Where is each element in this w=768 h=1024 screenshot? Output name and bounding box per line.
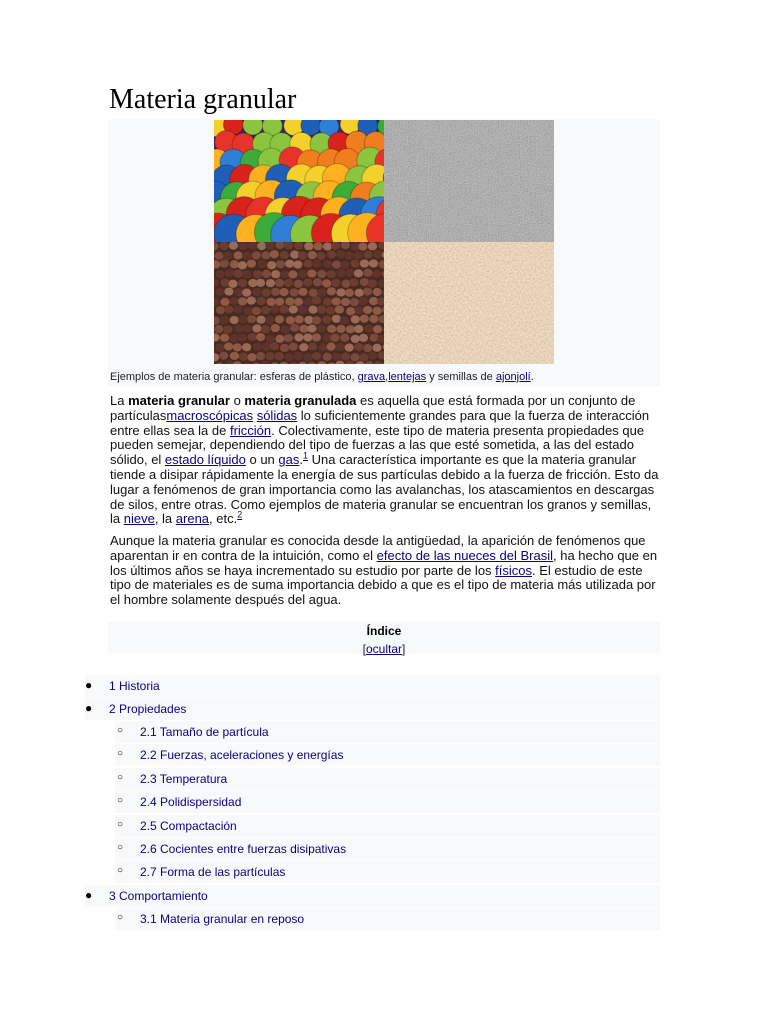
toc-header (108, 622, 660, 656)
bullet-icon: ● (85, 701, 93, 715)
caption-separator: , (385, 371, 389, 383)
toc-item-fuerzas[interactable] (115, 744, 660, 766)
toc-item-polidispersidad[interactable] (115, 791, 660, 813)
toc-item-label: 2 Propiedades (109, 702, 187, 716)
intro-paragraph: La materia granular o materia granulada es aquella que está formada por un conjunto de partículasmacroscópicas sólidas lo suficientemente grandes para que la fuerza de interacción entre ellas sea la de fricción. Colectivamente, este tipo de materia presenta propiedades que pueden semejar, dependiendo del tipo de fuerzas a las que esté sometida, a las del estado sólido, el estado líquido o un gas.$^1$ Una característica importante es que la materia granular tiende a disipar rápidamente la energía de sus partículas debido a la fuerza de fricción. Esto da lugar a fenómenos de gran importancia como las avalanchas, los atascamientos en descargas de silos, entre otras. Como ejemplos de materia granular se encuentran los granos y semillas, la nieve, la arena, etc.$^2$ (110, 393, 659, 527)
circle-bullet-icon: ○ (117, 819, 124, 830)
reference-2[interactable]: 2 (237, 510, 243, 521)
toc-item-compactacion[interactable] (115, 815, 660, 837)
link-nieve[interactable]: nieve (123, 511, 155, 527)
link-arena[interactable]: arena (175, 511, 210, 527)
page-title: Materia granular (109, 83, 660, 120)
granular-image-collage (214, 120, 554, 365)
toc-item-label: 2.4 Polidispersidad (140, 795, 242, 809)
toc-item-reposo[interactable] (115, 908, 660, 930)
second-paragraph: Aunque la materia granular es conocida desde la antigüedad, la aparición de fenómenos que aparentan ir en contra de la intuición, como el efecto de las nueces del Brasil, ha hecho que en los últimos años se haya incrementado su estudio por parte de los físicos. El estudio de este tipo de materiales es de suma importancia debido a que es el tipo de materia más utilizada por el hombre solamente después del agua. (110, 533, 658, 608)
toc-item-temperatura[interactable] (115, 768, 660, 790)
link-macroscopicas[interactable]: macroscópicas (166, 407, 254, 423)
toc-item-label: 2.2 Fuerzas, aceleraciones y energías (140, 748, 344, 762)
figure (108, 119, 660, 386)
toc-item-label: 3.1 Materia granular en reposo (140, 912, 305, 926)
toc-item-label: 2.1 Tamaño de partícula (140, 725, 269, 739)
toc-item-propiedades[interactable] (85, 698, 660, 720)
link-fisicos[interactable]: físicos (495, 562, 533, 578)
link-gas[interactable]: gas (278, 452, 300, 468)
toc-item-label: 2.7 Forma de las partículas (140, 865, 286, 879)
link-grava[interactable]: grava (357, 371, 386, 383)
toc-item-label: 1 Historia (109, 679, 160, 693)
link-solidas[interactable]: sólidas (256, 407, 298, 423)
caption-text: Ejemplos de materia granular: esferas de plástico, (110, 371, 358, 383)
toc-hide-link[interactable]: ocultar (365, 642, 403, 656)
bullet-icon: ● (85, 888, 93, 902)
link-estado-liquido[interactable]: estado líquido (164, 452, 246, 468)
toc-title: Índice (366, 624, 402, 638)
reference-1[interactable]: 1 (303, 450, 309, 461)
link-lentejas[interactable]: lentejas (388, 371, 427, 383)
link-friccion[interactable]: fricción (229, 422, 272, 438)
link-efecto-nueces-brasil[interactable]: efecto de las nueces del Brasil (376, 547, 553, 563)
toc-toggle: [ocultar] (362, 642, 406, 656)
plastic-spheres-image (214, 120, 384, 242)
circle-bullet-icon: ○ (117, 795, 124, 806)
toc-item-label: 2.6 Cocientes entre fuerzas disipativas (140, 842, 347, 856)
sesame-seeds-image (384, 242, 554, 364)
lentils-image (214, 242, 384, 364)
link-ajonjoli[interactable]: ajonjolí (495, 371, 531, 383)
toc-item-comportamiento[interactable] (85, 885, 660, 907)
circle-bullet-icon: ○ (117, 865, 124, 876)
bullet-icon: ● (85, 678, 93, 692)
toc-item-forma[interactable] (115, 861, 660, 883)
toc-item-label: 2.5 Compactación (140, 819, 237, 833)
toc-item-cocientes[interactable] (115, 838, 660, 860)
term-materia-granulada: materia granulada (244, 393, 357, 408)
toc-item-tamano[interactable] (115, 721, 660, 743)
figure-caption (110, 371, 534, 383)
caption-end: . (530, 371, 534, 383)
circle-bullet-icon: ○ (117, 725, 124, 736)
toc-item-label: 3 Comportamiento (109, 889, 208, 903)
gravel-image (384, 120, 554, 242)
circle-bullet-icon: ○ (117, 748, 124, 759)
toc-item-historia[interactable] (85, 675, 660, 697)
caption-text-mid: y semillas de (426, 371, 496, 383)
circle-bullet-icon: ○ (117, 912, 124, 923)
toc-item-label: 2.3 Temperatura (140, 772, 228, 786)
circle-bullet-icon: ○ (117, 842, 124, 853)
circle-bullet-icon: ○ (117, 772, 124, 783)
term-materia-granular: materia granular (128, 393, 230, 408)
